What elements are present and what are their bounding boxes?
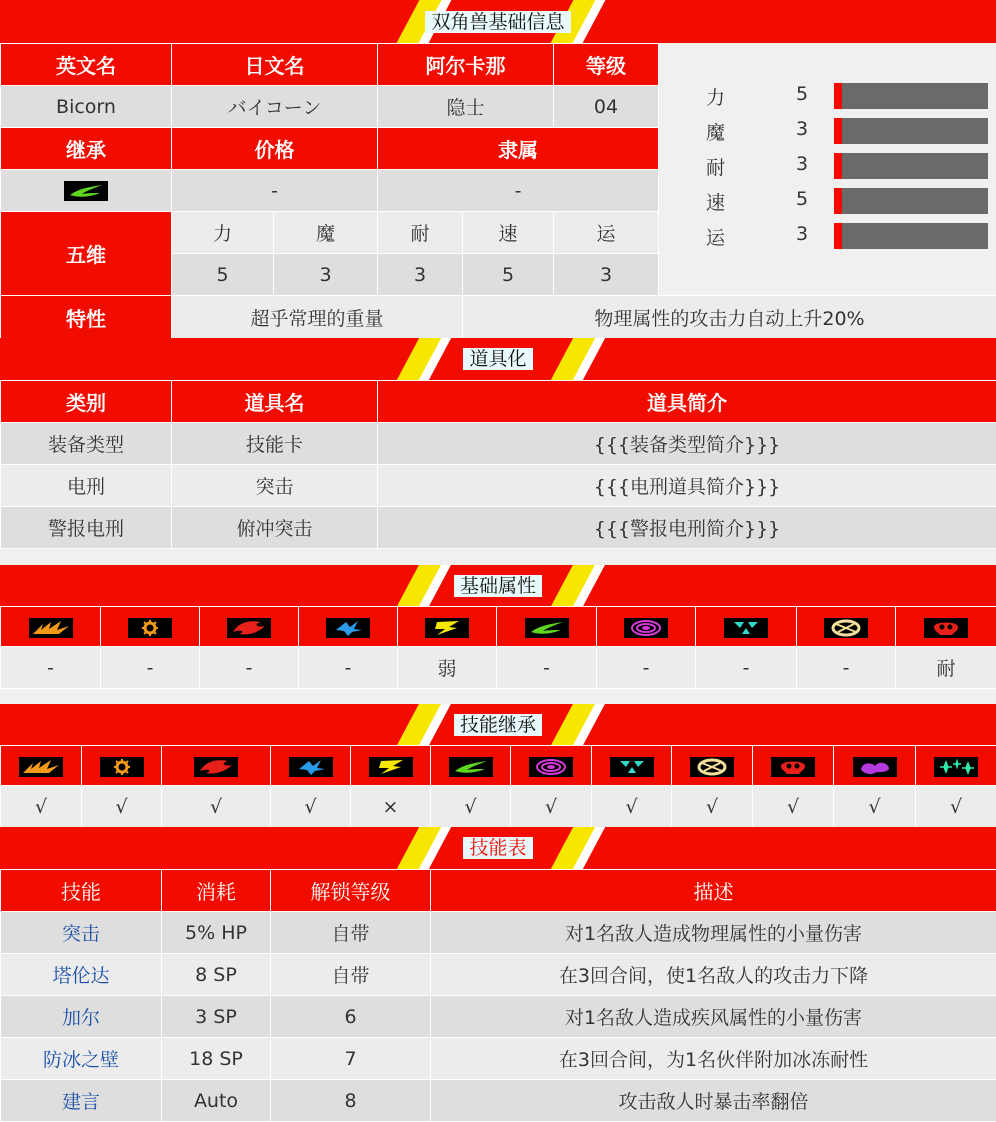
stat-name: 速 xyxy=(463,212,554,254)
section-header-resist xyxy=(0,565,996,606)
skill-link[interactable]: 塔伦达 xyxy=(52,965,109,987)
resist-icon-cell xyxy=(1,607,101,647)
skill-description: 攻击敌人时暴击率翻倍 xyxy=(431,1080,996,1122)
item-name: 俯冲突击 xyxy=(172,507,378,549)
skills-header: 消耗 xyxy=(162,870,271,912)
resist-value: 耐 xyxy=(896,647,996,689)
inherit-value: √ xyxy=(672,786,753,828)
nuclear-icon xyxy=(724,618,768,638)
inherit-value: √ xyxy=(82,786,162,828)
level-header: 等级 xyxy=(554,44,659,86)
stat-name: 耐 xyxy=(378,212,463,254)
stat-bar-row xyxy=(660,186,996,214)
stat-bar xyxy=(834,223,988,249)
item-name: 技能卡 xyxy=(172,423,378,465)
stat-bar-row xyxy=(660,221,996,249)
inherit-value xyxy=(1,170,172,212)
stat-bar-fill xyxy=(834,223,842,249)
trait-header: 特性 xyxy=(1,296,172,339)
skill-description: 对1名敌人造成疾风属性的小量伤害 xyxy=(431,996,996,1038)
skills-header: 描述 xyxy=(431,870,996,912)
electric-icon xyxy=(425,618,469,638)
resist-value: - xyxy=(200,647,299,689)
psy-icon xyxy=(529,757,573,777)
resist-icon-cell xyxy=(497,607,597,647)
section-title-item: 道具化 xyxy=(463,348,532,370)
inherit-icon-cell xyxy=(753,746,834,786)
stat-bar-value: 3 xyxy=(796,118,808,140)
fire-icon xyxy=(194,757,238,777)
jp-name-header: 日文名 xyxy=(172,44,378,86)
stat-bar-fill xyxy=(834,118,842,144)
section-title-basic: 双角兽基础信息 xyxy=(425,11,570,33)
inherit-value: × xyxy=(351,786,431,828)
resist-value: - xyxy=(696,647,797,689)
basic-info-table xyxy=(0,43,659,296)
stat-bar xyxy=(834,153,988,179)
skills-header: 解锁等级 xyxy=(271,870,431,912)
jp-name-value: バイコーン xyxy=(172,86,378,128)
physical-icon xyxy=(29,618,73,638)
section-title-resist: 基础属性 xyxy=(454,575,542,597)
item-name: 突击 xyxy=(172,465,378,507)
inherit-value: √ xyxy=(431,786,511,828)
gun-icon xyxy=(128,618,172,638)
resist-icon-cell xyxy=(200,607,299,647)
item-table xyxy=(0,380,996,549)
resist-value: - xyxy=(797,647,896,689)
skill-unlock: 6 xyxy=(271,996,431,1038)
stat-name: 力 xyxy=(172,212,274,254)
section-title-skills: 技能表 xyxy=(463,837,532,859)
stat-bar-fill xyxy=(834,83,842,109)
skill-cost: 3 SP xyxy=(162,996,271,1038)
inherit-icon-cell xyxy=(271,746,351,786)
stat-value: 5 xyxy=(463,254,554,296)
resist-icon-cell xyxy=(398,607,497,647)
bless-icon xyxy=(824,618,868,638)
section-title-inherit: 技能继承 xyxy=(454,714,542,736)
resist-icon-cell xyxy=(299,607,398,647)
stat-name: 魔 xyxy=(274,212,378,254)
wind-icon xyxy=(525,618,569,638)
stat-bar-value: 3 xyxy=(796,223,808,245)
skill-link[interactable]: 建言 xyxy=(62,1091,100,1113)
inherit-icon-cell xyxy=(511,746,592,786)
item-category: 电刑 xyxy=(1,465,172,507)
resist-value: 弱 xyxy=(398,647,497,689)
inherit-icon-cell xyxy=(162,746,271,786)
stat-bar-label: 运 xyxy=(706,223,725,250)
skill-cost: 18 SP xyxy=(162,1038,271,1080)
stat-bar-value: 5 xyxy=(796,83,808,105)
stat-bar-value: 5 xyxy=(796,188,808,210)
stat-bar-fill xyxy=(834,153,842,179)
arcana-value: 隐士 xyxy=(378,86,554,128)
item-header: 道具名 xyxy=(172,381,378,423)
skill-unlock: 自带 xyxy=(271,912,431,954)
price-value: - xyxy=(172,170,378,212)
resist-value: - xyxy=(101,647,200,689)
resist-value: - xyxy=(299,647,398,689)
psy-icon xyxy=(624,618,668,638)
stat-bar xyxy=(834,188,988,214)
nuclear-icon xyxy=(610,757,654,777)
skill-cost: 5% HP xyxy=(162,912,271,954)
resist-icon-cell xyxy=(797,607,896,647)
section-header-item xyxy=(0,338,996,380)
ice-icon xyxy=(289,757,333,777)
stat-bar-row xyxy=(660,81,996,109)
skill-link[interactable]: 防冰之壁 xyxy=(43,1049,119,1071)
stat-bar-label: 魔 xyxy=(706,118,725,145)
ice-icon xyxy=(326,618,370,638)
item-description: {{{警报电刑简介}}} xyxy=(378,507,996,549)
inherit-icon-cell xyxy=(592,746,672,786)
stat-bar-fill xyxy=(834,188,842,214)
stat-bar-value: 3 xyxy=(796,153,808,175)
inherit-value: √ xyxy=(1,786,82,828)
table-row xyxy=(1,912,996,954)
item-category: 警报电刑 xyxy=(1,507,172,549)
curse-icon xyxy=(924,618,968,638)
inherit-icon-cell xyxy=(431,746,511,786)
five-stats-header: 五维 xyxy=(1,212,172,296)
stat-bar-label: 速 xyxy=(706,188,725,215)
table-row xyxy=(1,954,996,996)
inherit-icon-cell xyxy=(82,746,162,786)
item-category: 装备类型 xyxy=(1,423,172,465)
arcana-header: 阿尔卡那 xyxy=(378,44,554,86)
resist-value: - xyxy=(1,647,101,689)
stat-value: 3 xyxy=(378,254,463,296)
fire-icon xyxy=(227,618,271,638)
stat-bar-row xyxy=(660,116,996,144)
affiliation-value: - xyxy=(378,170,659,212)
inherit-value: √ xyxy=(753,786,834,828)
item-header: 道具简介 xyxy=(378,381,996,423)
resist-icon-cell xyxy=(896,607,996,647)
section-header-skills xyxy=(0,827,996,869)
inherit-icon-cell xyxy=(834,746,916,786)
skill-description: 对1名敌人造成物理属性的小量伤害 xyxy=(431,912,996,954)
skill-unlock: 7 xyxy=(271,1038,431,1080)
resist-value: - xyxy=(597,647,696,689)
inherit-value: √ xyxy=(271,786,351,828)
affiliation-header: 隶属 xyxy=(378,128,659,170)
stat-bar xyxy=(834,83,988,109)
bless-icon xyxy=(690,757,734,777)
table-row xyxy=(1,423,996,465)
item-description: {{{装备类型简介}}} xyxy=(378,423,996,465)
stat-value: 3 xyxy=(274,254,378,296)
inherit-icon-cell xyxy=(916,746,996,786)
stat-bar-label: 力 xyxy=(706,83,725,110)
wind-icon xyxy=(64,181,108,201)
physical-icon xyxy=(19,757,63,777)
resist-icon-cell xyxy=(597,607,696,647)
skill-link[interactable]: 突击 xyxy=(62,923,100,945)
skill-unlock: 自带 xyxy=(271,954,431,996)
stat-bar xyxy=(834,118,988,144)
stat-bars-panel xyxy=(660,44,996,296)
inherit-value: √ xyxy=(592,786,672,828)
gun-icon xyxy=(100,757,144,777)
skills-header: 技能 xyxy=(1,870,162,912)
trait-name: 超乎常理的重量 xyxy=(172,296,463,339)
table-row xyxy=(1,507,996,549)
table-row xyxy=(1,1080,996,1122)
almighty-icon xyxy=(934,757,978,777)
trait-description: 物理属性的攻击力自动上升20% xyxy=(463,296,996,339)
level-value: 04 xyxy=(554,86,659,128)
stat-bar-row xyxy=(660,151,996,179)
table-row xyxy=(1,1038,996,1080)
stat-value: 5 xyxy=(172,254,274,296)
skill-description: 在3回合间，使1名敌人的攻击力下降 xyxy=(431,954,996,996)
curse-icon xyxy=(771,757,815,777)
resist-table xyxy=(0,606,996,689)
skill-link[interactable]: 加尔 xyxy=(62,1007,100,1029)
skill-description: 在3回合间，为1名伙伴附加冰冻耐性 xyxy=(431,1038,996,1080)
resist-icon-cell xyxy=(101,607,200,647)
inherit-value: √ xyxy=(511,786,592,828)
inherit-value: √ xyxy=(916,786,996,828)
table-row xyxy=(1,465,996,507)
skill-cost: Auto xyxy=(162,1080,271,1122)
inherit-value: √ xyxy=(162,786,271,828)
stat-value: 3 xyxy=(554,254,659,296)
en-name-value: Bicorn xyxy=(1,86,172,128)
inherit-header: 继承 xyxy=(1,128,172,170)
inherit-icon-cell xyxy=(351,746,431,786)
ailment-icon xyxy=(853,757,897,777)
skill-unlock: 8 xyxy=(271,1080,431,1122)
inherit-value: √ xyxy=(834,786,916,828)
table-row xyxy=(1,996,996,1038)
en-name-header: 英文名 xyxy=(1,44,172,86)
inherit-icon-cell xyxy=(672,746,753,786)
item-description: {{{电刑道具简介}}} xyxy=(378,465,996,507)
section-header-basic xyxy=(0,0,996,43)
wind-icon xyxy=(449,757,493,777)
trait-table xyxy=(0,295,996,339)
skills-table xyxy=(0,869,996,1122)
price-header: 价格 xyxy=(172,128,378,170)
section-header-inherit xyxy=(0,704,996,745)
inherit-table xyxy=(0,745,996,828)
resist-value: - xyxy=(497,647,597,689)
electric-icon xyxy=(369,757,413,777)
stat-bar-label: 耐 xyxy=(706,153,725,180)
resist-icon-cell xyxy=(696,607,797,647)
stat-name: 运 xyxy=(554,212,659,254)
skill-cost: 8 SP xyxy=(162,954,271,996)
item-header: 类别 xyxy=(1,381,172,423)
inherit-icon-cell xyxy=(1,746,82,786)
